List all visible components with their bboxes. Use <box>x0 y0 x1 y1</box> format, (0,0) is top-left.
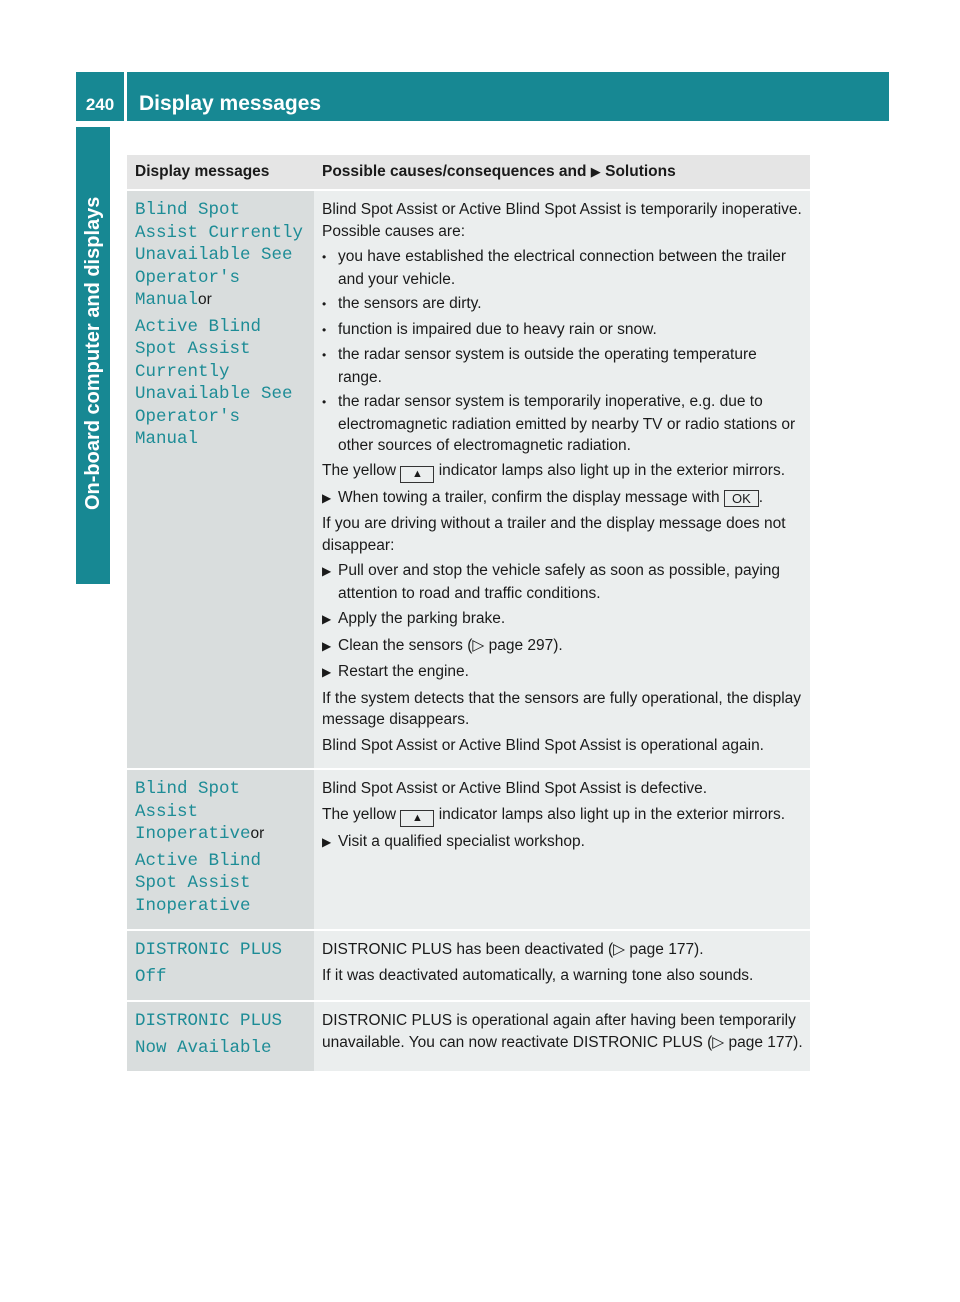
table-row <box>127 1001 810 1071</box>
warning-lamp-icon: ▲ <box>400 466 434 483</box>
table-header-row <box>127 155 810 190</box>
ok-key-icon: OK <box>724 490 759 507</box>
step-arrow-icon: ▶ <box>322 490 332 505</box>
side-tab-label: On-board computer and displays <box>82 196 104 510</box>
display-message: Now Available <box>135 1037 272 1058</box>
display-message: Active Blind Spot Assist Inoperative <box>135 850 262 916</box>
table-row <box>127 769 810 930</box>
list-item: • the radar sensor system is temporarily inoperative, e.g. due to electromagnetic radiation emitted by nearby TV or radio stations or other sources of electromagnetic radiation. <box>322 393 796 454</box>
list-item: • you have established the electrical connection between the trailer and your vehicle. <box>322 248 787 288</box>
causes-cell: Blind Spot Assist or Active Blind Spot Assist is defective. The yellow ▲ indicator lamps also light up in the exterior mirrors. ▶ Visit a qualified specialist workshop. <box>314 769 810 930</box>
message-cell <box>127 1001 314 1071</box>
causes-cell: DISTRONIC PLUS is operational again after having been temporarily unavailable. You can now reactivate DISTRONIC PLUS (▷ page 177). <box>314 1001 810 1071</box>
instruction-step: ▶ Pull over and stop the vehicle safely as soon as possible, paying attention to road and traffic conditions. <box>322 562 781 602</box>
display-message: DISTRONIC PLUS <box>135 940 283 960</box>
arrow-right-icon: ▶ <box>590 164 601 179</box>
display-message: Active Blind Spot Assist Currently Unavailable See Operator's Manual <box>135 316 293 449</box>
header-separator <box>124 72 127 121</box>
instruction-step: ▶ Restart the engine. <box>322 661 804 684</box>
causes-cell: Blind Spot Assist or Active Blind Spot Assist is temporarily inoperative. Possible causes are: • you have established the electrical connection between the trailer and your vehicle. • the sensors are dirty. • function is impaired due to heavy rain or snow. • the radar sensor system is outside the operating temperature range. • the radar sensor system is temporarily inoperative, e.g. due to electromagnetic radiation emitted by nearby TV or radio stations or other sources of electromagnetic radiation. The yellow ▲ indicator lamps also light up in the exterior mirrors. ▶ When towing a trailer, confirm the display message with OK . If you are driving without a trailer and the display message does not disappear: ▶ Pull over and stop the vehicle safely as soon as possible, paying attention to road and traffic conditions. ▶ Apply the parking brake. ▶ Clean the sensors (▷ page 297). ▶ Restart the engine. If the system detects that the sensors are fully operational, the display message disappears. Blind Spot Assist or Active Blind Spot Assist is operational again. <box>314 190 810 769</box>
display-message: Blind Spot Assist Currently Unavailable See Operator's Manual <box>135 200 304 310</box>
page-number: 240 <box>85 95 115 114</box>
causes-cell: DISTRONIC PLUS has been deactivated (▷ page 177). If it was deactivated automatically, a warning tone also sounds. <box>314 930 810 1001</box>
step-arrow-icon: ▶ <box>322 564 332 578</box>
instruction-step: ▶ When towing a trailer, confirm the display message with OK . <box>322 487 804 510</box>
instruction-step: ▶ Visit a qualified specialist workshop. <box>322 831 804 854</box>
message-cell: Blind Spot Assist Inoperativeor Active Blind Spot Assist Inoperative <box>127 769 314 930</box>
step-arrow-icon: ▶ <box>322 612 332 626</box>
column-header-causes: Possible causes/consequences and ▶ Solutions <box>314 155 810 190</box>
message-cell: Blind Spot Assist Currently Unavailable See Operator's Manualor Active Blind Spot Assist Currently Unavailable See Operator's Manual <box>127 190 314 769</box>
warning-lamp-icon: ▲ <box>400 810 434 827</box>
list-item: • the radar sensor system is outside the operating temperature range. <box>322 346 757 386</box>
column-header-messages: Display messages <box>127 155 314 190</box>
display-message: Off <box>135 966 167 987</box>
step-arrow-icon: ▶ <box>322 638 332 653</box>
step-arrow-icon: ▶ <box>322 665 332 679</box>
instruction-step: ▶ Apply the parking brake. <box>322 608 804 631</box>
display-message: DISTRONIC PLUS <box>135 1011 283 1031</box>
instruction-step: ▶ Clean the sensors (▷ page 297). <box>322 635 804 658</box>
list-item: • function is impaired due to heavy rain or snow. <box>322 320 657 338</box>
step-arrow-icon: ▶ <box>322 834 332 849</box>
message-cell <box>127 930 314 1001</box>
list-item: • the sensors are dirty. <box>322 295 482 312</box>
page-title: Display messages <box>139 92 322 115</box>
display-message: Blind Spot Assist Inoperative <box>135 779 251 844</box>
table-row <box>127 190 810 769</box>
table-row <box>127 930 810 1001</box>
display-messages-table <box>127 155 810 1071</box>
